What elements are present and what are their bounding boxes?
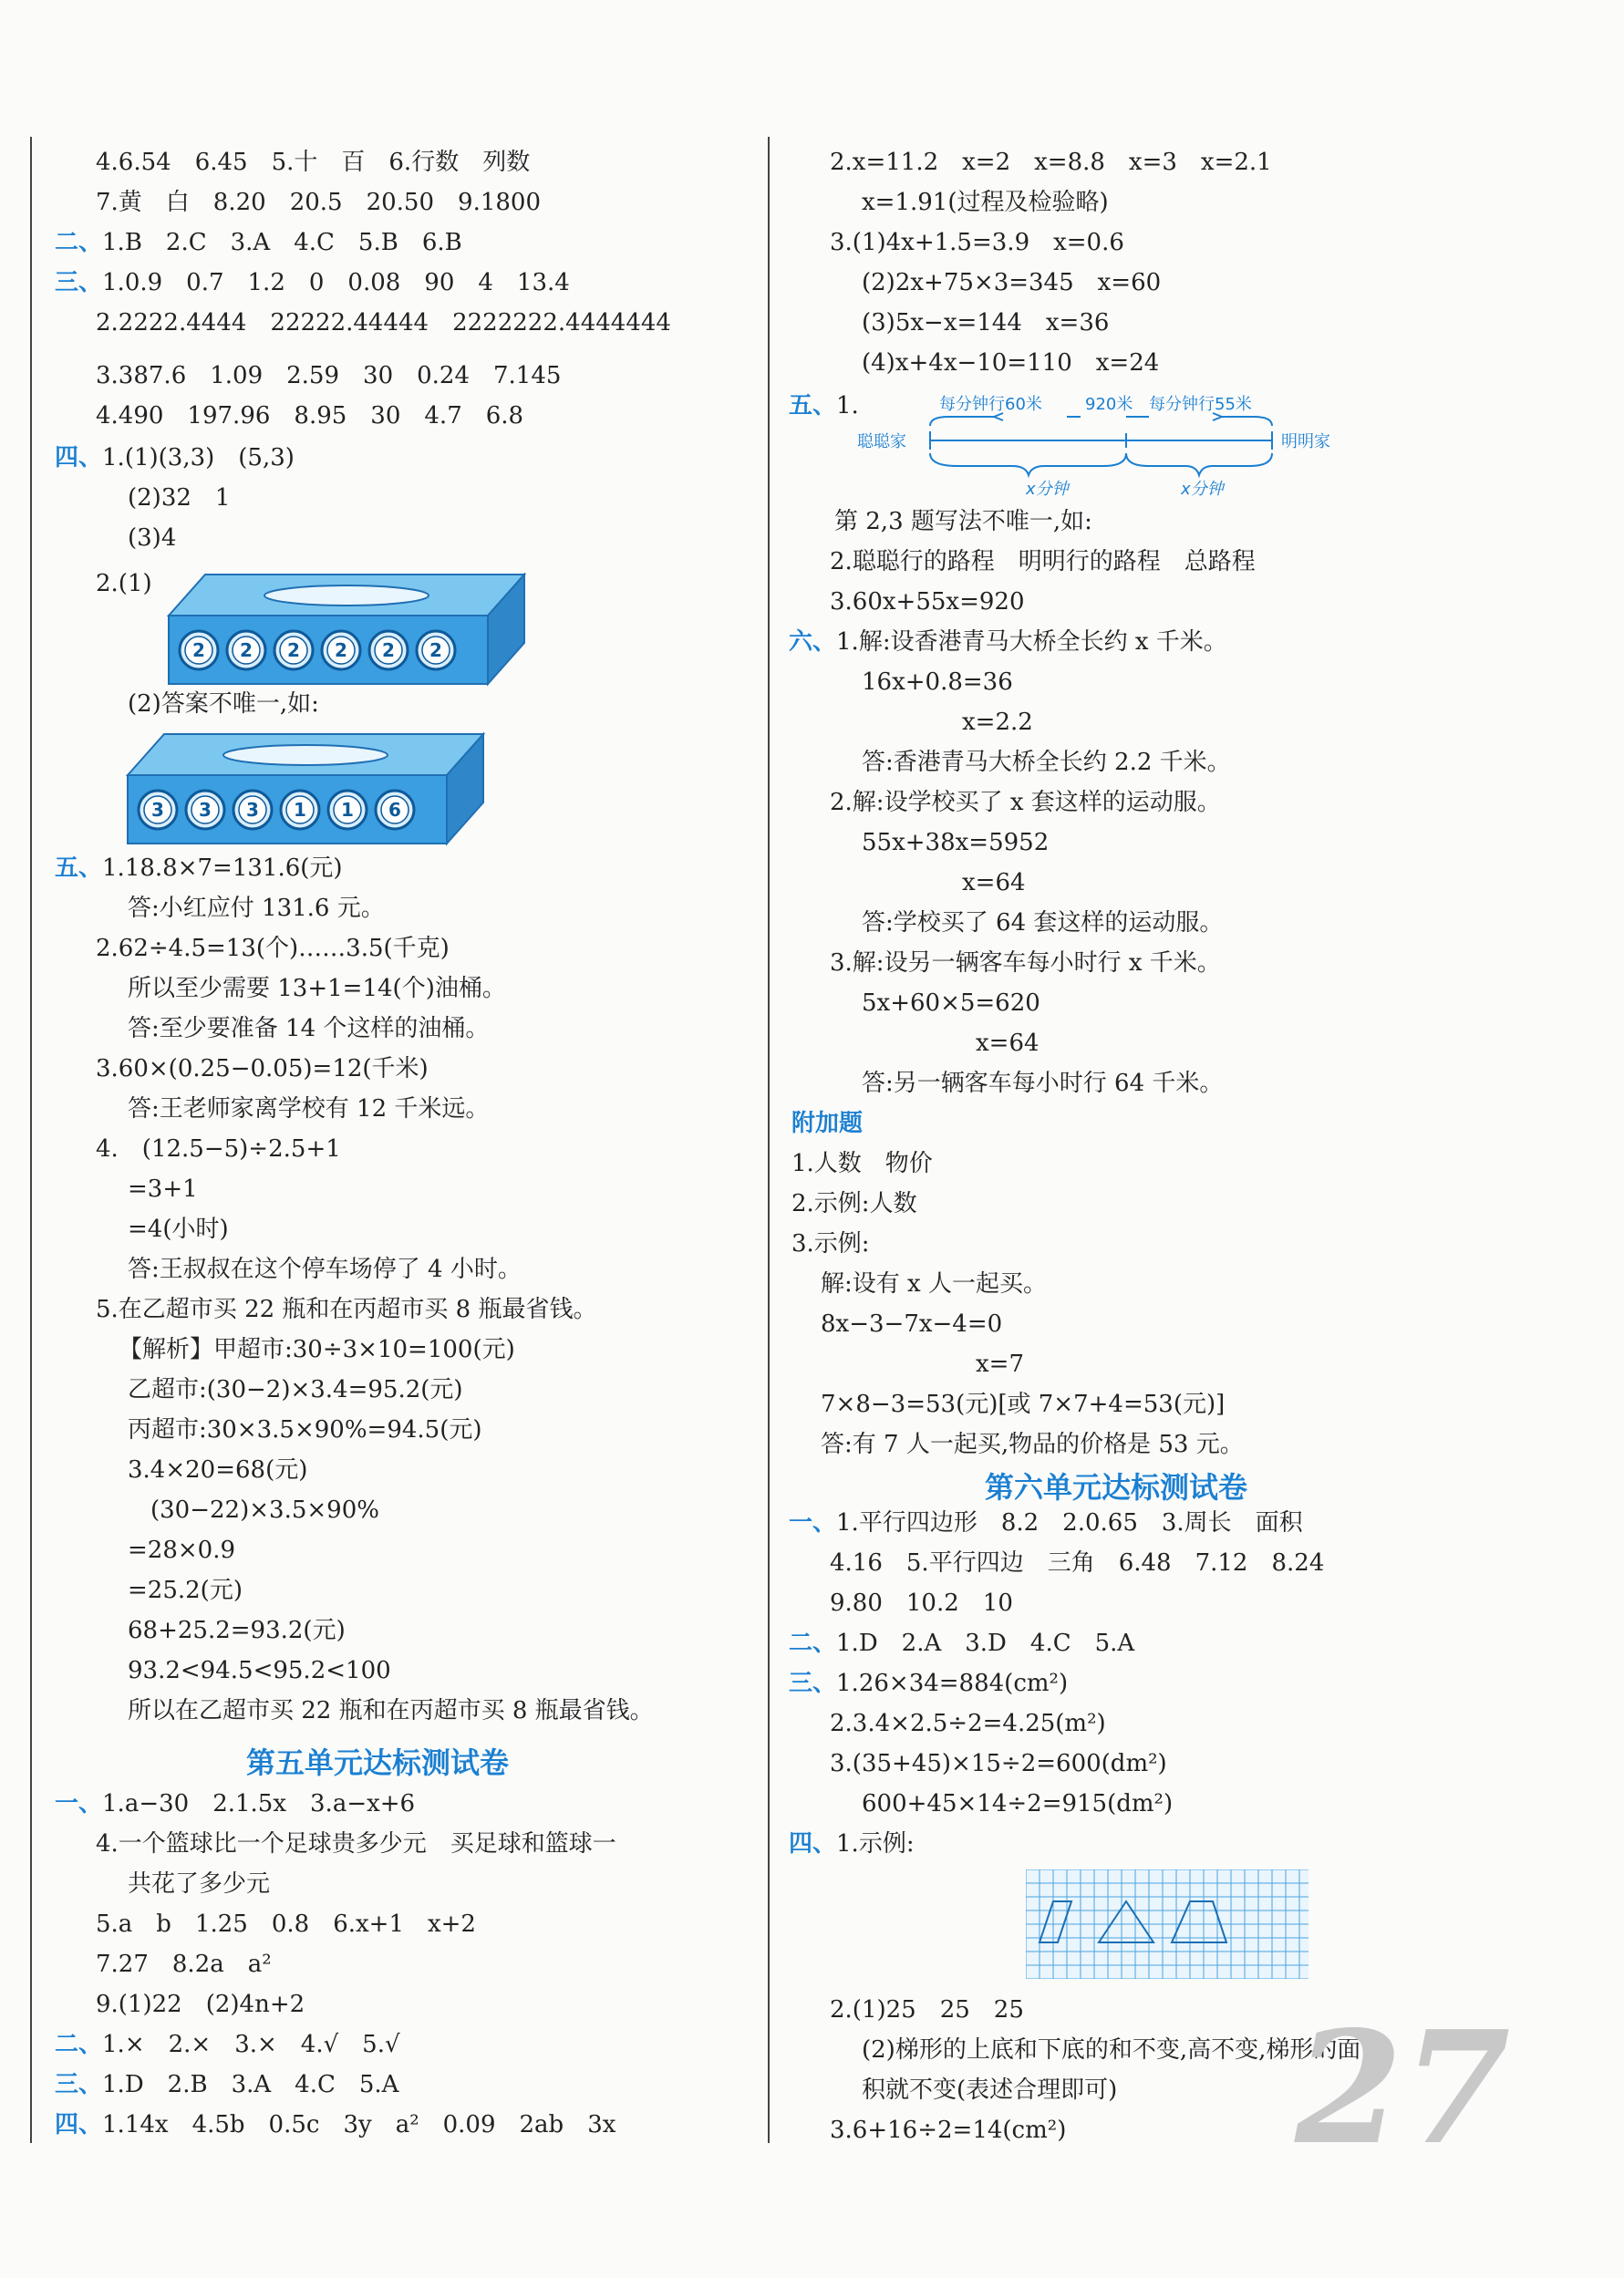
- answer-line: 三、1.0.9 0.7 1.2 0 0.08 90 4 13.4: [55, 269, 570, 296]
- answer-line: 所以在乙超市买 22 瓶和在丙超市买 8 瓶最省钱。: [128, 1697, 654, 1724]
- answer-line: 4. (12.5−5)÷2.5+1: [96, 1135, 341, 1163]
- answer-line: 所以至少需要 13+1=14(个)油桶。: [128, 975, 506, 1002]
- right-label: 明明家: [1281, 432, 1330, 451]
- section-marker: 三、: [789, 1670, 837, 1697]
- answer-line: 4.一个篮球比一个足球贵多少元 买足球和篮球一: [96, 1830, 616, 1858]
- ball-number: 1: [341, 799, 354, 821]
- answer-line: 3.4×20=68(元): [128, 1456, 308, 1484]
- answer-line: 答:王老师家离学校有 12 千米远。: [128, 1095, 490, 1123]
- answer-line: x=2.2: [962, 709, 1033, 736]
- section-marker: 五、: [789, 392, 837, 419]
- ball-number: 2: [287, 639, 300, 661]
- answer-line: 8x−3−7x−4=0: [821, 1310, 1003, 1338]
- answer-line: 四、1.(1)(3,3) (5,3): [55, 444, 295, 471]
- answer-line: 2.x=11.2 x=2 x=8.8 x=3 x=2.1: [830, 149, 1272, 176]
- answer-line: 共花了多少元: [128, 1870, 271, 1898]
- section-marker: 一、: [55, 1790, 103, 1817]
- answer-line: 2.62÷4.5=13(个)……3.5(千克): [96, 935, 450, 962]
- answer-line: 五、1.: [789, 392, 859, 419]
- section-marker: 一、: [789, 1509, 837, 1537]
- answer-line: 4.16 5.平行四边 三角 6.48 7.12 8.24: [830, 1549, 1325, 1577]
- section-marker: 六、: [789, 628, 837, 656]
- ball-number: 3: [151, 799, 164, 821]
- answer-line: 答:香港青马大桥全长约 2.2 千米。: [862, 749, 1231, 776]
- ball-number: 2: [382, 639, 395, 661]
- answer-line: 7×8−3=53(元)[或 7×7+4=53(元)]: [821, 1391, 1226, 1418]
- answer-line: 三、1.D 2.B 3.A 4.C 5.A: [55, 2071, 399, 2098]
- answer-line: 答:至少要准备 14 个这样的油桶。: [128, 1015, 490, 1042]
- answer-line: (30−22)×3.5×90%: [150, 1496, 379, 1524]
- section-marker: 二、: [789, 1630, 837, 1657]
- section-marker: 四、: [55, 2111, 103, 2138]
- answer-line: 7.黄 白 8.20 20.5 20.50 9.1800: [96, 189, 541, 216]
- answer-line: 2.3.4×2.5÷2=4.25(m²): [830, 1710, 1106, 1737]
- answer-line: 9.80 10.2 10: [830, 1589, 1013, 1617]
- ball-number: 2: [240, 639, 253, 661]
- section-marker: 二、: [55, 229, 103, 256]
- distance-diagram: [857, 388, 1368, 506]
- ball-number: 3: [246, 799, 259, 821]
- answer-line: 四、1.示例:: [789, 1830, 915, 1858]
- shape-grid-illustration: [1026, 1869, 1309, 1979]
- ball-number: 6: [388, 799, 401, 821]
- unit-6-title: 第六单元达标测试卷: [985, 1470, 1248, 1505]
- answer-line: 2.2222.4444 22222.44444 2222222.4444444: [96, 309, 671, 337]
- answer-line: (4)x+4x−10=110 x=24: [862, 349, 1160, 377]
- extra-questions-heading: 附加题: [791, 1110, 864, 1137]
- answer-line: 3.(35+45)×15÷2=600(dm²): [830, 1750, 1167, 1777]
- answer-line: 二、1.B 2.C 3.A 4.C 5.B 6.B: [55, 229, 462, 256]
- answer-line: 四、1.14x 4.5b 0.5c 3y a² 0.09 2ab 3x: [55, 2111, 616, 2138]
- answer-line: 答:小红应付 131.6 元。: [128, 895, 385, 922]
- answer-line: 【解析】甲超市:30÷3×10=100(元): [119, 1336, 515, 1363]
- answer-line: 3.6+16÷2=14(cm²): [830, 2117, 1067, 2144]
- answer-line: 3.60×(0.25−0.05)=12(千米): [96, 1055, 429, 1082]
- section-marker: 五、: [55, 854, 103, 882]
- answer-line: x=1.91(过程及检验略): [862, 189, 1109, 216]
- ball-number: 3: [199, 799, 212, 821]
- ball-box-illustration-1: [164, 570, 529, 689]
- answer-line: 第 2,3 题写法不唯一,如:: [834, 508, 1092, 535]
- left-label: 聪聪家: [857, 432, 906, 451]
- answer-line: (2)梯形的上底和下底的和不变,高不变,梯形的面: [862, 2036, 1361, 2064]
- ball-box-illustration-2: [123, 730, 488, 848]
- answer-line: 4.6.54 6.45 5.十 百 6.行数 列数: [96, 149, 531, 176]
- page-number: 27: [1295, 1997, 1511, 2180]
- answer-line: 2.示例:人数: [791, 1190, 917, 1217]
- answer-line: 3.解:设另一辆客车每小时行 x 千米。: [830, 949, 1221, 977]
- answer-line: 5x+60×5=620: [862, 989, 1040, 1017]
- answer-line: 丙超市:30×3.5×90%=94.5(元): [128, 1416, 482, 1444]
- column-divider: [768, 137, 770, 2143]
- answer-line: 答:另一辆客车每小时行 64 千米。: [862, 1070, 1224, 1097]
- answer-line: =4(小时): [128, 1216, 229, 1243]
- answer-line: 一、1.平行四边形 8.2 2.0.65 3.周长 面积: [789, 1509, 1303, 1537]
- answer-line: =28×0.9: [128, 1537, 236, 1564]
- answer-line: 二、1.D 2.A 3.D 4.C 5.A: [789, 1630, 1135, 1657]
- top-right-label: 每分钟行55米: [1149, 395, 1252, 414]
- answer-line: 55x+38x=5952: [862, 829, 1050, 856]
- answer-line: 五、1.18.8×7=131.6(元): [55, 854, 343, 882]
- answer-line: 16x+0.8=36: [862, 668, 1013, 696]
- ball-number: 2: [429, 639, 442, 661]
- unit-5-title: 第五单元达标测试卷: [246, 1745, 510, 1780]
- answer-line: 2.(1): [96, 570, 152, 597]
- ball-number: 1: [294, 799, 306, 821]
- answer-line: 解:设有 x 人一起买。: [821, 1270, 1047, 1298]
- answer-line: (2)答案不唯一,如:: [128, 690, 319, 718]
- top-mid-label: 920米: [1085, 395, 1133, 414]
- answer-line: 六、1.解:设香港青马大桥全长约 x 千米。: [789, 628, 1227, 656]
- answer-line: 积就不变(表述合理即可): [862, 2076, 1118, 2104]
- answer-line: (2)32 1: [128, 484, 231, 512]
- answer-line: 答:王叔叔在这个停车场停了 4 小时。: [128, 1256, 522, 1283]
- answer-line: (2)2x+75×3=345 x=60: [862, 269, 1162, 296]
- answer-line: 93.2<94.5<95.2<100: [128, 1657, 391, 1684]
- page-margin-line: [30, 137, 32, 2143]
- answer-line: 5.a b 1.25 0.8 6.x+1 x+2: [96, 1910, 476, 1938]
- bottom-right-label: x分钟: [1181, 480, 1224, 499]
- answer-line: 3.示例:: [791, 1230, 870, 1258]
- answer-line: 一、1.a−30 2.1.5x 3.a−x+6: [55, 1790, 416, 1817]
- answer-line: 二、1.× 2.× 3.× 4.√ 5.√: [55, 2031, 400, 2058]
- answer-line: 答:学校买了 64 套这样的运动服。: [862, 909, 1224, 937]
- answer-line: 1.人数 物价: [791, 1150, 933, 1177]
- answer-line: 乙超市:(30−2)×3.4=95.2(元): [128, 1376, 463, 1403]
- answer-line: 7.27 8.2a a²: [96, 1951, 272, 1978]
- section-marker: 四、: [789, 1830, 837, 1858]
- answer-line: 600+45×14÷2=915(dm²): [862, 1790, 1174, 1817]
- answer-line: 3.387.6 1.09 2.59 30 0.24 7.145: [96, 362, 562, 389]
- answer-line: x=64: [976, 1030, 1040, 1057]
- answer-line: 3.(1)4x+1.5=3.9 x=0.6: [830, 229, 1124, 256]
- answer-line: 三、1.26×34=884(cm²): [789, 1670, 1069, 1697]
- answer-line: 9.(1)22 (2)4n+2: [96, 1991, 305, 2018]
- answer-line: 4.490 197.96 8.95 30 4.7 6.8: [96, 402, 524, 430]
- top-left-label: 每分钟行60米: [939, 395, 1042, 414]
- section-marker: 四、: [55, 444, 103, 471]
- section-marker: 二、: [55, 2031, 103, 2058]
- answer-line: 2.聪聪行的路程 明明行的路程 总路程: [830, 548, 1256, 575]
- bottom-left-label: x分钟: [1026, 480, 1069, 499]
- answer-line: x=7: [976, 1351, 1024, 1378]
- answer-line: 2.解:设学校买了 x 套这样的运动服。: [830, 789, 1221, 816]
- answer-line: (3)5x−x=144 x=36: [862, 309, 1110, 337]
- answer-line: =25.2(元): [128, 1577, 243, 1604]
- section-marker: 三、: [55, 269, 103, 296]
- answer-line: =3+1: [128, 1175, 198, 1203]
- ball-number: 2: [192, 639, 205, 661]
- answer-line: 2.(1)25 25 25: [830, 1996, 1024, 2024]
- answer-line: 3.60x+55x=920: [830, 588, 1025, 616]
- answer-line: (3)4: [128, 524, 177, 552]
- answer-line: x=64: [962, 869, 1026, 896]
- section-marker: 三、: [55, 2071, 103, 2098]
- ball-number: 2: [335, 639, 347, 661]
- answer-line: 68+25.2=93.2(元): [128, 1617, 346, 1644]
- answer-line: 5.在乙超市买 22 瓶和在丙超市买 8 瓶最省钱。: [96, 1296, 597, 1323]
- answer-line: 答:有 7 人一起买,物品的价格是 53 元。: [821, 1431, 1244, 1458]
